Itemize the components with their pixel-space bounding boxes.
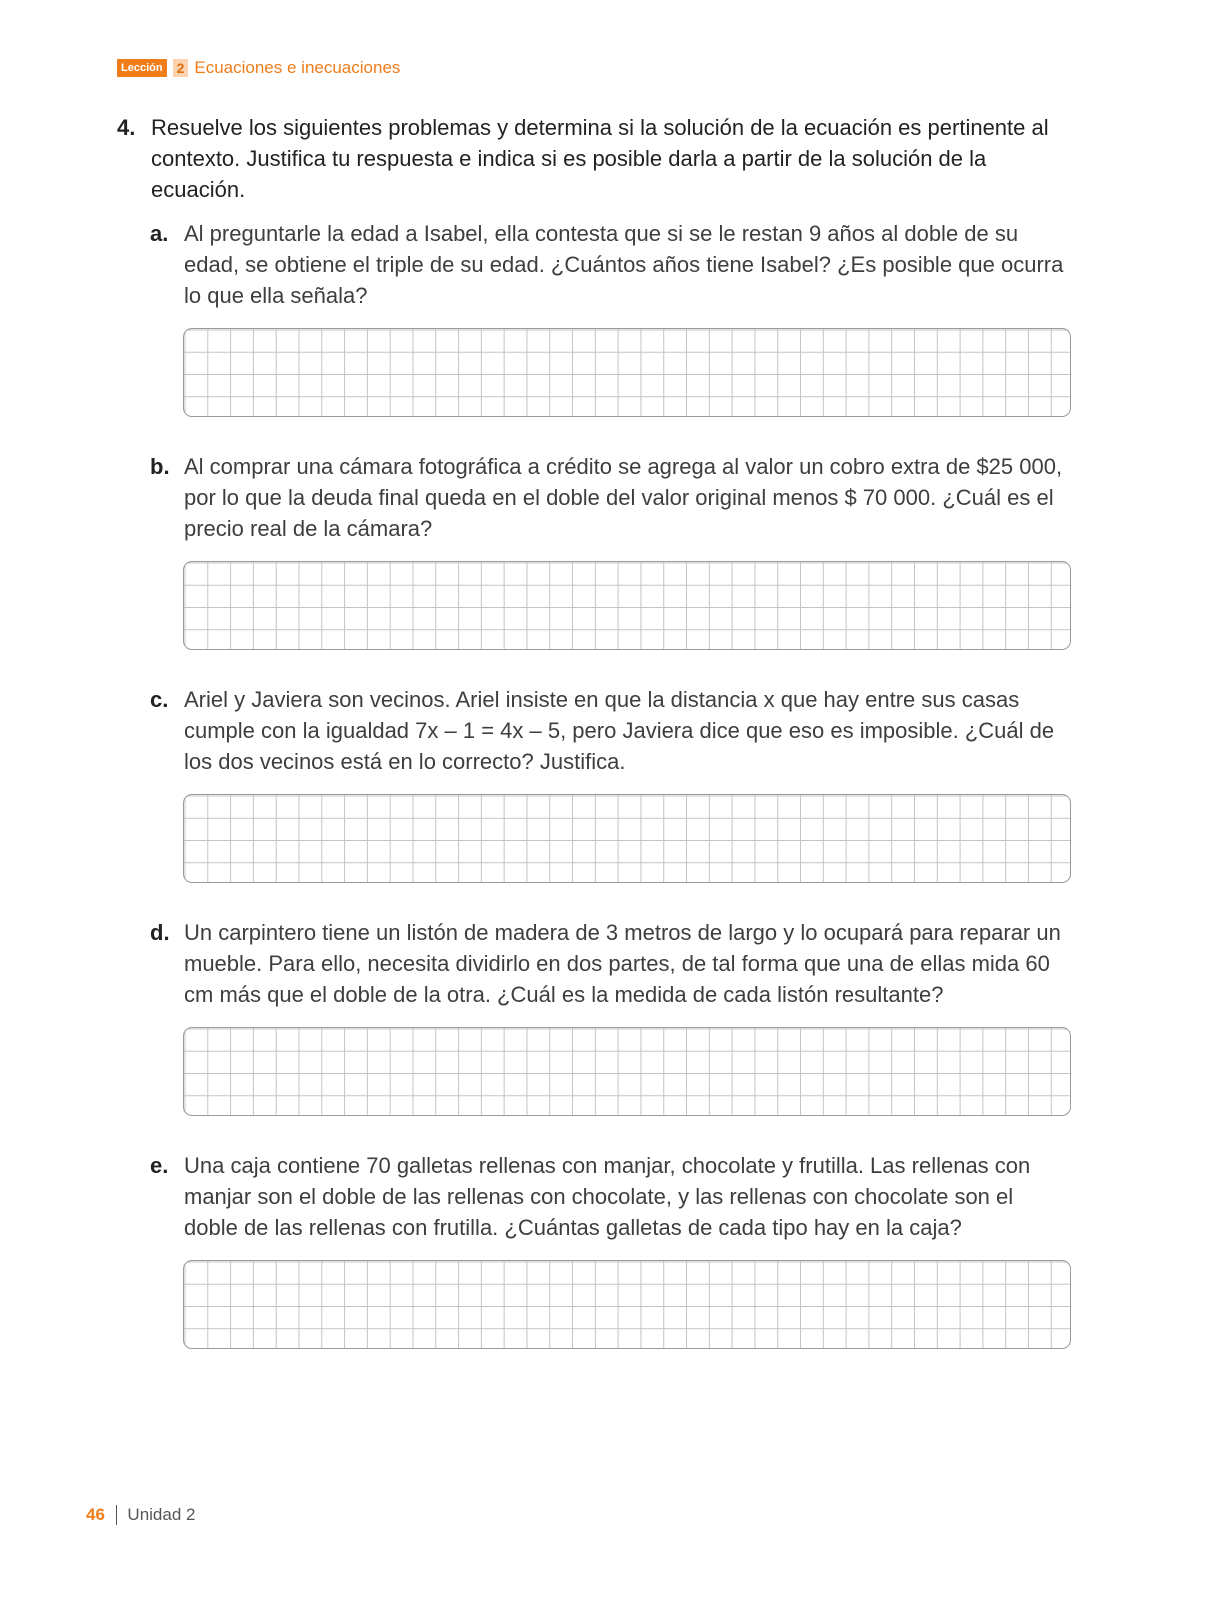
lesson-badge: Lección — [117, 59, 167, 77]
question-4 — [117, 112, 1077, 205]
item-e — [150, 1150, 1070, 1243]
question-number: 4. — [117, 115, 136, 140]
item-letter: a. — [150, 221, 169, 246]
answer-grid-a[interactable] — [183, 328, 1071, 417]
item-b — [150, 451, 1070, 544]
item-d — [150, 917, 1070, 1010]
item-letter: e. — [150, 1153, 169, 1178]
item-text: Al preguntarle la edad a Isabel, ella contesta que si se le restan 9 años al doble de su edad, se obtiene el triple de su edad. ¿Cuántos años tiene Isabel? ¿Es posible que ocurra lo que ella señala? — [184, 221, 1064, 308]
item-letter: d. — [150, 920, 170, 945]
item-a — [150, 218, 1070, 311]
item-text: Un carpintero tiene un listón de madera de 3 metros de largo y lo ocupará para reparar un mueble. Para ello, necesita dividirlo en dos partes, de tal forma que una de ellas mida 60 cm más que el doble de la otra. ¿Cuál es la medida de cada listón resultante? — [184, 920, 1061, 1007]
footer-divider — [116, 1505, 118, 1525]
item-c — [150, 684, 1070, 777]
item-text: Al comprar una cámara fotográfica a crédito se agrega al valor un cobro extra de $25 000, por lo que la deuda final queda en el doble del valor original menos $ 70 000. ¿Cuál es el precio real de la cámara? — [184, 454, 1063, 541]
answer-grid-d[interactable] — [183, 1027, 1071, 1116]
page-number: 46 — [86, 1505, 105, 1524]
item-letter: b. — [150, 454, 170, 479]
answer-grid-b[interactable] — [183, 561, 1071, 650]
question-statement: Resuelve los siguientes problemas y determina si la solución de la ecuación es pertinente al contexto. Justifica tu respuesta e indica si es posible darla a partir de la solución de la ecuación. — [151, 115, 1049, 202]
page-footer — [86, 1505, 195, 1525]
item-letter: c. — [150, 687, 169, 712]
answer-grid-e[interactable] — [183, 1260, 1071, 1349]
item-text: Una caja contiene 70 galletas rellenas con manjar, chocolate y frutilla. Las rellenas con manjar son el doble de las rellenas con chocolate, y las rellenas con chocolate son el doble de las rellenas con frutilla. ¿Cuántas galletas de cada tipo hay en la caja? — [184, 1153, 1031, 1240]
item-text: Ariel y Javiera son vecinos. Ariel insiste en que la distancia x que hay entre sus casas cumple con la igualdad 7x – 1 = 4x – 5, pero Javiera dice que eso es imposible. ¿Cuál de los dos vecinos está en lo correcto? Justifica. — [184, 687, 1055, 774]
lesson-title: Ecuaciones e inecuaciones — [194, 58, 401, 77]
answer-grid-c[interactable] — [183, 794, 1071, 883]
lesson-header — [117, 59, 400, 77]
lesson-number: 2 — [173, 59, 189, 77]
unit-label: Unidad 2 — [127, 1505, 196, 1524]
